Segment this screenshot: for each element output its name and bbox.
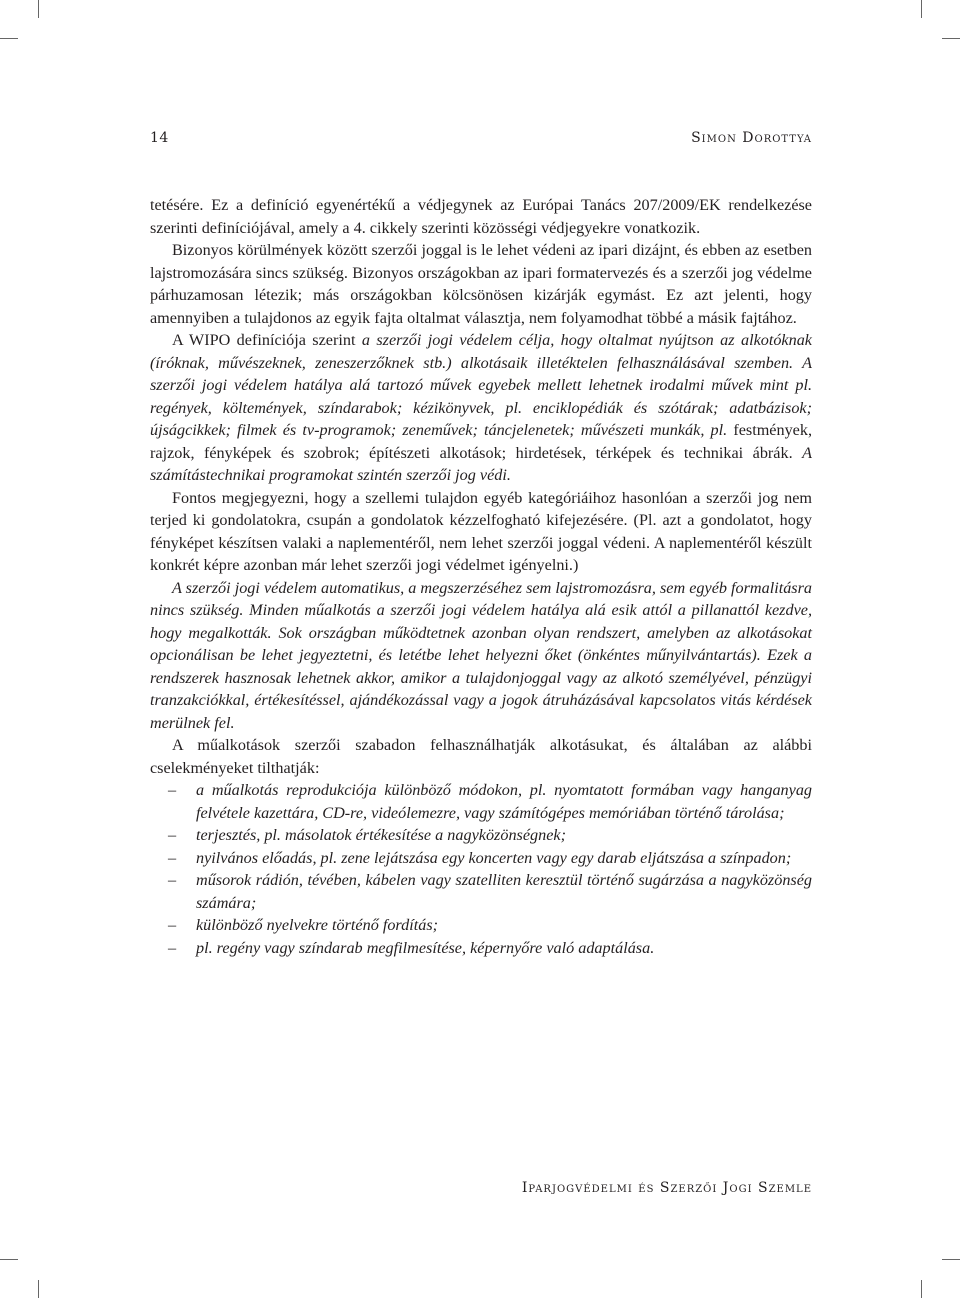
italic-run: A szerzői jogi védelem automatikus, a megszerzéséhez sem lajstromozásra, sem egyéb formalitásra nincs szükség. Minden műalkotás a szerzői jogi védelem hatálya alá esik attól a pillanattól kezdve, hogy megalkották. Sok országban működtetnek azonban olyan rendszert, amelyben az alkotásokat opcionálisan be lehet jegyeztetni, és letétbe lehet helyezni őket (önkéntes műnyilvántartás). Ezek a rendszerek hasznosak lehetnek akkor, amikor a tulajdonjoggal vagy az alkotó személyével, pénzügyi tranzakciókkal, értékesítéssel, ajándékozással vagy a jogok átruházásával kapcsolatos vitás kérdések merülnek fel. <box>150 578 812 732</box>
list-item <box>150 937 812 960</box>
list-item <box>150 824 812 847</box>
article-body <box>150 194 812 959</box>
list-item-text: pl. regény vagy színdarab megfilmesítése, képernyőre való adaptálása. <box>196 938 655 957</box>
rights-list <box>150 779 812 959</box>
dash-bullet: – <box>168 826 177 844</box>
crop-mark <box>942 38 960 39</box>
list-item <box>150 847 812 870</box>
crop-mark <box>38 0 39 18</box>
crop-mark <box>0 1259 18 1260</box>
paragraph: tetésére. Ez a definíció egyenértékű a védjegynek az Európai Tanács 207/2009/EK rendelkezése szerinti definíciójával, amely a 4. cikkely szerinti közösségi védjegyekre vonatkozik. <box>150 196 812 237</box>
list-item-text: a műalkotás reprodukciója különböző módokon, pl. nyomtatott formában vagy hanganyag felvétele kazettára, CD-re, videólemezre, vagy számítógépes memóriában történő tárolása; <box>196 781 812 822</box>
paragraph-wipo-definition <box>150 329 812 487</box>
list-item <box>150 779 812 824</box>
paragraph: Fontos megjegyezni, hogy a szellemi tulajdon egyéb kategóriáihoz hasonlóan a szerzői jog nem terjed ki gondolatokra, csupán a gondolatok kézzelfogható kifejezésére. (Pl. azt a gondolatot, hogy fényképet készítsen valaki a naplementéről, nem lehet szerzői joggal védeni. A naplementéről készült konkrét képre azonban már lehet szerzői jogi védelmet igényelni.) <box>150 488 812 574</box>
list-item <box>150 869 812 914</box>
crop-mark <box>921 1280 922 1298</box>
running-header <box>150 130 812 152</box>
italic-run: A számítástechnikai programokat szintén szerzői jog védi. <box>150 443 812 484</box>
paragraph: Bizonyos körülmények között szerzői joggal is le lehet védeni az ipari dizájnt, és ebben az esetben lajstromozására sincs szükség. Bizonyos országokban az ipari formatervezés és a szerzői jog védelme párhuzamosan létezik; más országokban kölcsönösen kizárják egymást. Ez azt jelenti, hogy amennyiben a tulajdonos az egyik fajta oltalmat választja, nem folyamodhat többé a másik fajtához. <box>150 241 812 327</box>
paragraph: A műalkotások szerzői szabadon felhasználhatják alkotásukat, és általában az alábbi cselekményeket tilthatják: <box>150 736 812 777</box>
crop-mark <box>38 1280 39 1298</box>
list-item-text: terjesztés, pl. másolatok értékesítése a nagyközönségnek; <box>196 826 566 844</box>
page-number: 14 <box>150 130 169 146</box>
dash-bullet: – <box>168 938 177 957</box>
author-name: Simon Dorottya <box>691 130 812 146</box>
italic-run: a szerzői jogi védelem célja, hogy oltalmat nyújtson az alkotóknak (íróknak, művészeknek, zeneszerzőknek stb.) alkotásaik illetéktelen felhasználásával szemben. A szerzői jogi védelem hatálya alá tartozó művek egyebek mellett lehetnek irodalmi művek mint pl. regények, költemények, színdarabok; kézikönyvek, pl. enciklopédiák és szótárak; adatbázisok; újságcikkek; filmek és tv-programok; zeneművek; táncjelenetek; művészeti munkák, pl. <box>150 331 812 439</box>
crop-mark <box>0 38 18 39</box>
list-item <box>150 914 812 937</box>
paragraph-italic <box>150 577 812 735</box>
crop-mark <box>942 1259 960 1260</box>
crop-mark <box>921 0 922 18</box>
text-run: festmények, rajzok, fényképek és szobrok; építészeti alkotások; hirdetések, térképek és technikai ábrák. <box>150 421 812 462</box>
list-item-text: különböző nyelvekre történő fordítás; <box>196 916 439 934</box>
dash-bullet: – <box>168 916 177 934</box>
text-run: A WIPO definíciója szerint <box>172 331 362 349</box>
journal-footer: Iparjogvédelmi és Szerzői Jogi Szemle <box>521 1180 812 1196</box>
dash-bullet: – <box>168 848 177 867</box>
dash-bullet: – <box>168 781 177 799</box>
dash-bullet: – <box>168 871 177 889</box>
list-item-text: nyilvános előadás, pl. zene lejátszása egy koncerten vagy egy darab eljátszása a színpadon; <box>196 848 792 867</box>
list-item-text: műsorok rádión, tévében, kábelen vagy szatelliten keresztül történő sugárzása a nagyközönség számára; <box>196 871 812 912</box>
